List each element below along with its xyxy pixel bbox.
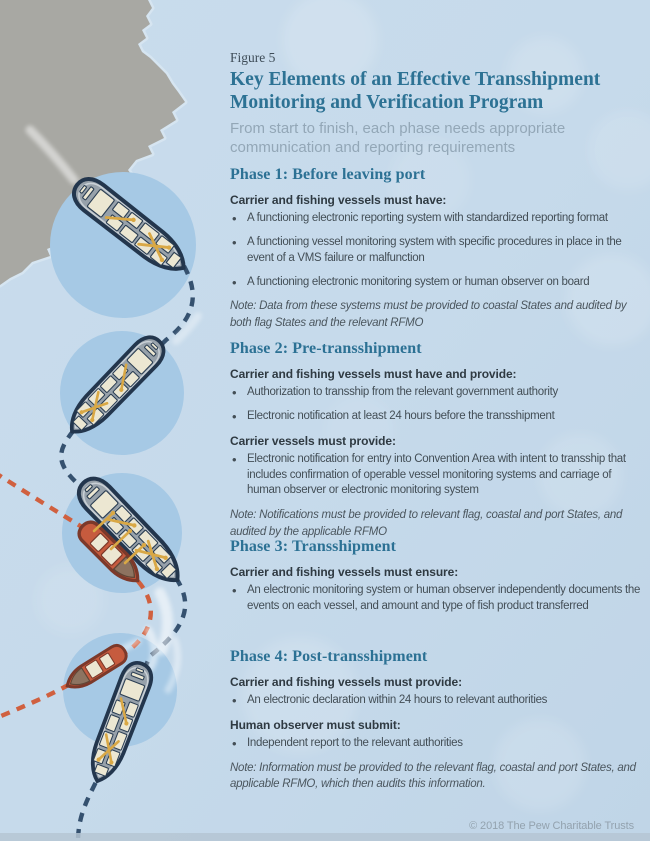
phase-3-lead: Carrier and fishing vessels must ensure: (230, 565, 459, 579)
phase-2-section (230, 340, 644, 540)
phase-4-bullet-list-2 (230, 736, 644, 752)
bullet-item: • An electronic monitoring system or human observer independently documents the events on each vessel, and amount and type of fish product transferred (230, 583, 644, 615)
phase-4-section (230, 648, 644, 792)
phase-3-bullet-list (230, 583, 644, 615)
bullet-item: • Electronic notification for entry into Convention Area with intent to transship that includes confirmation of operable vessel monitoring systems and carriage of human observer or electronic monitoring system (230, 452, 644, 500)
bullet-item: • A functioning electronic monitoring system or human observer on board (230, 275, 644, 291)
phase-2-lead-1: Carrier and fishing vessels must have and provide: (230, 367, 517, 381)
bullet-item: • Independent report to the relevant authorities (230, 736, 644, 752)
phase-2-note: Note: Notifications must be provided to relevant flag, coastal and port States, and audited by the applicable RFMO (230, 509, 623, 538)
phase-1-section (230, 166, 644, 331)
phase-1-lead: Carrier and fishing vessels must have: (230, 193, 447, 207)
phase-3-section (230, 538, 644, 623)
bullet-item: • An electronic declaration within 24 hours to relevant authorities (230, 693, 644, 709)
bullet-item: • A functioning vessel monitoring system with specific procedures in place in the event of a VMS failure or malfunction (230, 235, 644, 267)
phase-2-heading: Phase 2: Pre-transshipment (230, 340, 422, 357)
phase-4-lead-2: Human observer must submit: (230, 717, 401, 732)
bullet-item: • Electronic notification at least 24 hours before the transshipment (230, 409, 644, 425)
figure-header (230, 50, 644, 158)
phase-4-note: Note: Information must be provided to the relevant flag, coastal and port States, and applicable RFMO, which then audits this information. (230, 761, 636, 791)
phase-1-bullet-list (230, 211, 644, 290)
bullet-item: • A functioning electronic reporting system with standardized reporting format (230, 211, 644, 227)
copyright-notice: © 2018 The Pew Charitable Trusts (469, 820, 634, 832)
page-title: Key Elements of an Effective Transshipment Monitoring and Verification Program (230, 69, 601, 113)
phase-2-lead-2: Carrier vessels must provide: (230, 433, 396, 448)
phase-1-heading: Phase 1: Before leaving port (230, 166, 426, 183)
bullet-item: • Authorization to transship from the relevant government authority (230, 385, 644, 401)
phase-2-bullet-list-1 (230, 385, 644, 425)
phase-2-bullet-list-2 (230, 452, 644, 500)
phase-4-heading: Phase 4: Post-transshipment (230, 648, 428, 665)
phase-1-note: Note: Data from these systems must be provided to coastal States and audited by both flag States and the relevant RFMO (230, 300, 627, 329)
phase-4-bullet-list-1 (230, 693, 644, 709)
bottom-edge-band (0, 833, 650, 841)
page-subtitle: From start to finish, each phase needs appropriate communication and reporting requirements (230, 120, 566, 157)
phase-3-heading: Phase 3: Transshipment (230, 538, 397, 555)
figure-label: Figure 5 (230, 50, 276, 65)
phase-4-lead-1: Carrier and fishing vessels must provide: (230, 675, 462, 689)
